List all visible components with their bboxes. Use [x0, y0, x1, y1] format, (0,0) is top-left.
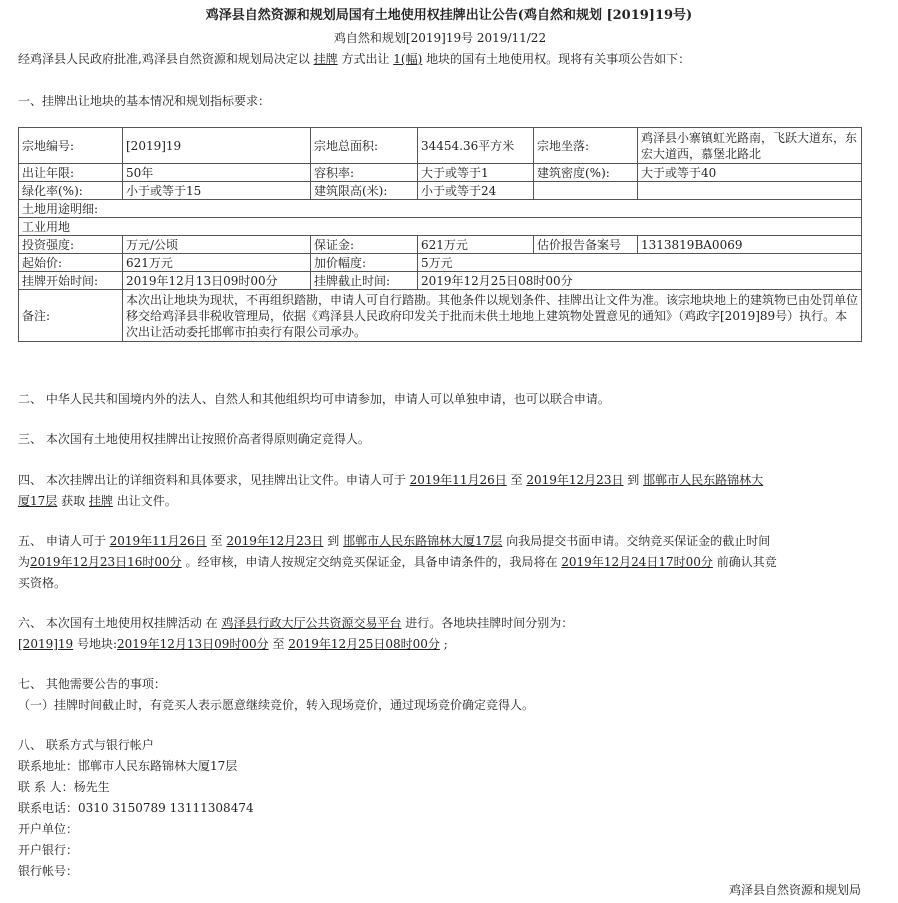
section-3: 三、 本次国有土地使用权挂牌出让按照价高者得原则确定竞得人。 — [18, 432, 370, 446]
s6-text: 进行。各地块挂牌时间分别为： — [401, 616, 574, 630]
cell-label: 容积率: — [311, 164, 418, 182]
table-row — [19, 128, 862, 164]
intro-text: 经鸡泽县人民政府批准,鸡泽县自然资源和规划局决定以 — [18, 52, 314, 66]
s5-text: 至 — [206, 534, 227, 548]
section-4 — [18, 471, 763, 488]
table-row — [19, 290, 862, 342]
notice-subtitle: 鸡自然和规划[2019]19号 2019/11/22 — [333, 31, 547, 45]
bank-name: 开户银行： — [18, 843, 79, 857]
bid-increment: 5万元 — [418, 254, 862, 272]
height-limit: 小于或等于24 — [418, 182, 534, 200]
table-row — [19, 182, 862, 200]
section-7: 七、 其他需要公告的事项： — [18, 677, 166, 691]
section-5-cont — [18, 553, 777, 570]
section-1-heading: 一、挂牌出让地块的基本情况和规划指标要求： — [18, 94, 271, 108]
cell-label: 挂牌开始时间: — [19, 272, 123, 290]
section-4-cont — [18, 492, 177, 509]
s4-date-from: 2019年11月26日 — [409, 473, 507, 487]
table-row — [19, 236, 862, 254]
cell-label: 宗地总面积: — [311, 128, 418, 164]
building-density: 大于或等于40 — [638, 164, 862, 182]
s4-text: 获取 — [57, 494, 89, 508]
parcel-location: 鸡泽县小寨镇虹光路南，飞跃大道东，东宏大道西，慕堡北路北 — [638, 128, 862, 164]
s6-text: 六、 本次国有土地使用权挂牌活动 在 — [18, 616, 222, 630]
section-6-cont — [18, 635, 448, 652]
table-row — [19, 272, 862, 290]
cell-label: 绿化率(%): — [19, 182, 123, 200]
issuer-signature: 鸡泽县自然资源和规划局 — [728, 883, 861, 897]
table-row — [19, 164, 862, 182]
s5-text: 五、 申请人可于 — [18, 534, 110, 548]
parcel-area: 34454.36平方米 — [418, 128, 534, 164]
appraisal-report-no: 1313819BA0069 — [638, 236, 862, 254]
s4-date-to: 2019年12月23日 — [526, 473, 624, 487]
s5-place: 邯郸市人民东路锦林大厦17层 — [343, 534, 503, 548]
s4-text: 到 — [623, 473, 644, 487]
s4-text: 出让文件。 — [112, 494, 177, 508]
deposit: 621万元 — [418, 236, 534, 254]
cell-label: 投资强度: — [19, 236, 123, 254]
floor-area-ratio: 大于或等于1 — [418, 164, 534, 182]
s6-platform: 鸡泽县行政大厅公共资源交易平台 — [221, 616, 402, 630]
cell-label: 宗地编号: — [19, 128, 123, 164]
intro-text: 地块的国有土地使用权。现将有关事项公告如下： — [422, 52, 691, 66]
account-number: 银行帐号： — [18, 864, 79, 878]
cell-label: 建筑密度(%): — [534, 164, 638, 182]
land-use-detail-label: 土地用途明细: — [19, 200, 862, 218]
account-unit: 开户单位： — [18, 822, 79, 836]
s5-text: 向我局提交书面申请。交纳竞买保证金的截止时间 — [502, 534, 771, 548]
empty-cell — [638, 182, 862, 200]
contact-phone: 联系电话：0310 3150789 13111308474 — [18, 801, 254, 815]
intro-count: 1(幅) — [393, 52, 423, 66]
s6-time-from: 2019年12月13日09时00分 — [117, 637, 269, 651]
parcel-info-table — [18, 127, 862, 342]
grant-term: 50年 — [123, 164, 311, 182]
intro-paragraph — [18, 50, 690, 67]
s5-text: 前确认其竞 — [712, 555, 777, 569]
s6-time-to: 2019年12月25日08时00分 — [288, 637, 440, 651]
section-2: 二、 中华人民共和国境内外的法人、自然人和其他组织均可申请参加，申请人可以单独申请，也可以联合申请。 — [18, 392, 610, 406]
s4-text: 四、 本次挂牌出让的详细资料和具体要求，见挂牌出让文件。申请人可于 — [18, 473, 410, 487]
intro-method: 挂牌 — [313, 52, 338, 66]
s4-place: 厦17层 — [18, 494, 58, 508]
s5-date-to: 2019年12月23日 — [226, 534, 324, 548]
listing-end: 2019年12月25日08时00分 — [418, 272, 862, 290]
s4-text: 至 — [506, 473, 527, 487]
listing-start: 2019年12月13日09时00分 — [123, 272, 311, 290]
s5-deposit-deadline: 2019年12月23日16时00分 — [30, 555, 182, 569]
section-8: 八、 联系方式与银行帐户 — [18, 738, 154, 752]
remark: 本次出让地块为现状，不再组织踏勘，申请人可自行踏勘。其他条件以规划条件、挂牌出让文件为准。该宗地块地上的建筑物已由处罚单位移交给鸡泽县非税收管理局，依据《鸡泽县人民政府印发关于批而未供土地地上建筑物处置意见的通知》（鸡政字[2019]89号）执行。本次出让活动委托邯郸市拍卖行有限公司承办。 — [123, 290, 862, 342]
s4-place: 邯郸市人民东路锦林大 — [643, 473, 764, 487]
cell-label: 备注: — [19, 290, 123, 342]
cell-label: 建筑限高(米): — [311, 182, 418, 200]
s4-method: 挂牌 — [88, 494, 113, 508]
cell-label: 出让年限: — [19, 164, 123, 182]
s5-confirm-time: 2019年12月24日17时00分 — [561, 555, 713, 569]
start-price: 621万元 — [123, 254, 311, 272]
contact-person: 联 系 人：杨先生 — [18, 780, 110, 794]
cell-label: 加价幅度: — [311, 254, 418, 272]
notice-title: 鸡泽县自然资源和规划局国有土地使用权挂牌出让公告(鸡自然和规划 [2019]19号) — [205, 8, 693, 23]
s5-text: 为 — [18, 555, 31, 569]
table-row — [19, 218, 862, 236]
section-5-cont: 买资格。 — [18, 576, 67, 590]
section-5 — [18, 532, 770, 549]
empty-cell — [534, 182, 638, 200]
s6-text: ; — [439, 637, 448, 651]
land-use: 工业用地 — [19, 218, 862, 236]
cell-label: 挂牌截止时间: — [311, 272, 418, 290]
section-6 — [18, 614, 573, 631]
cell-label: 估价报告备案号 — [534, 236, 638, 254]
s5-text: 。经审核，申请人按规定交纳竞买保证金，具备申请条件的，我局将在 — [181, 555, 562, 569]
table-row — [19, 254, 862, 272]
contact-address: 联系地址：邯郸市人民东路锦林大厦17层 — [18, 759, 238, 773]
cell-label: 保证金: — [311, 236, 418, 254]
s5-text: 到 — [323, 534, 344, 548]
s6-parcel: [2019]19 — [18, 637, 74, 651]
investment-intensity: 万元/公顷 — [123, 236, 311, 254]
table-row — [19, 200, 862, 218]
intro-text: 方式出让 — [337, 52, 394, 66]
green-ratio: 小于或等于15 — [123, 182, 311, 200]
section-7-item-1: （一）挂牌时间截止时，有竞买人表示愿意继续竞价，转入现场竞价，通过现场竞价确定竞得人。 — [18, 698, 535, 712]
cell-label: 起始价: — [19, 254, 123, 272]
parcel-no: [2019]19 — [123, 128, 311, 164]
s6-text: 至 — [268, 637, 289, 651]
s6-text: 号地块: — [73, 637, 118, 651]
s5-date-from: 2019年11月26日 — [109, 534, 207, 548]
cell-label: 宗地坐落: — [534, 128, 638, 164]
